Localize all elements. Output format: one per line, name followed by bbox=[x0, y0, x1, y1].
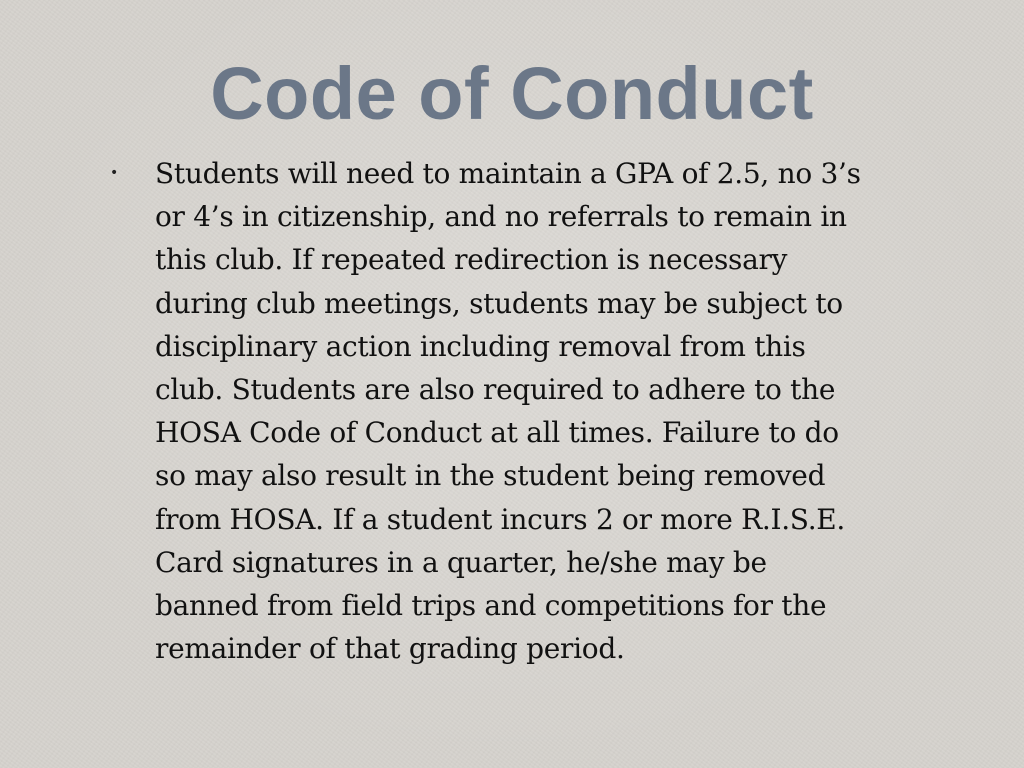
bullet-item bbox=[110, 152, 910, 670]
body-line: HOSA Code of Conduct at all times. Failure to do bbox=[155, 416, 839, 450]
body-line: remainder of that grading period. bbox=[155, 632, 625, 666]
body-line: Students will need to maintain a GPA of 2.5, no 3’s bbox=[155, 157, 861, 190]
body-line: disciplinary action including removal from this bbox=[155, 329, 806, 363]
body-line: during club meetings, students may be subject to bbox=[155, 286, 843, 320]
body-line: so may also result in the student being removed bbox=[155, 459, 826, 493]
bullet-icon: • bbox=[110, 165, 118, 181]
slide-title: Code of Conduct bbox=[210, 52, 814, 135]
body-line: Card signatures in a quarter, he/she may be bbox=[155, 545, 767, 579]
body-line: from HOSA. If a student incurs 2 or more R.I.S.E. bbox=[155, 502, 846, 536]
body-line: or 4’s in citizenship, and no referrals to remain in bbox=[155, 200, 847, 234]
body-line: banned from field trips and competitions for the bbox=[155, 589, 827, 623]
bullet-list bbox=[110, 152, 910, 670]
body-line: club. Students are also required to adhere to the bbox=[155, 373, 836, 407]
body-line: this club. If repeated redirection is necessary bbox=[155, 243, 788, 277]
